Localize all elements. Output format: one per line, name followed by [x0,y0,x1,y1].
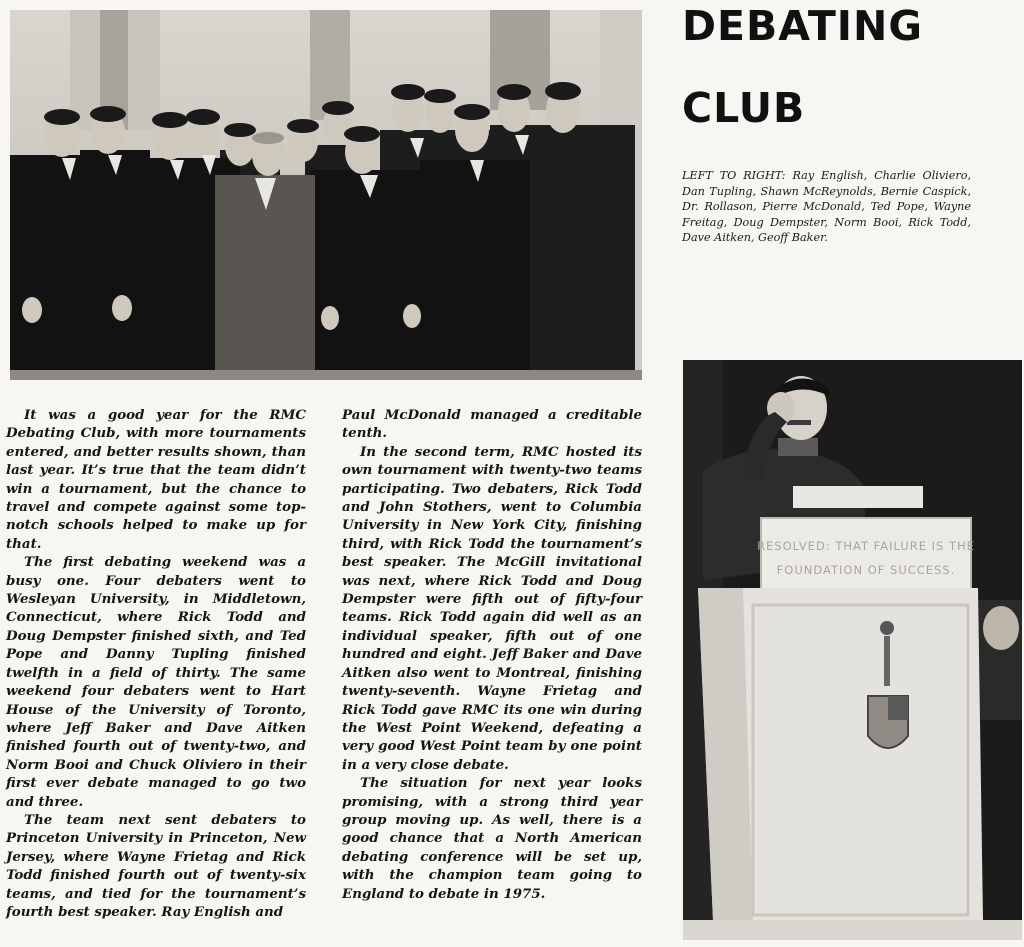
article-paragraph: The team next sent debaters to Princeton University in Princeton, New Jersey, where Wayne Frietag and Rick Todd finished fourth out of twenty-six teams, and tied for the tournament’s fourth best speaker. Ray English and [6,811,306,920]
speaker-photo [683,360,1022,940]
caption-names: Ray English, Charlie Oliviero, Dan Tupling, Shawn McReynolds, Bernie Caspick, Dr. Rollason, Pierre McDonald, Ted Pope, Wayne Freitag, Doug Dempster, Norm Booi, Rick Todd, Dave Aitken, Geoff Baker. [682,169,972,244]
lectern-sign-line-1: RESOLVED: THAT FAILURE IS THE [757,539,975,553]
article-column-2 [342,406,642,903]
caption-lead: LEFT TO RIGHT: [682,169,786,182]
team-photo-graphic [10,10,642,380]
article-paragraph: Paul McDonald managed a creditable tenth. [342,407,642,442]
photo-caption [682,168,971,246]
article-paragraph: It was a good year for the RMC Debating Club, with more tournaments entered, and better results shown, than last year. It’s true that the team didn’t win a tournament, but the chance to travel and compete against some top-notch schools helped to make up for that. [6,407,306,552]
team-photo [10,10,642,380]
speaker-photo-graphic [683,360,1022,940]
page-title-line-2: CLUB [682,84,806,132]
article-paragraph: The first debating weekend was a busy one. Four debaters went to Wesleyan University, in Middletown, Connecticut, where Rick Todd and Doug Dempster finished sixth, and Ted Pope and Danny Tupling finished twelfth in a field of thirty. The same weekend four debaters went to Hart House of the University of Toronto, where Jeff Baker and Dave Aitken finished fourth out of twenty-two, and Norm Booi and Chuck Oliviero in their first ever debate managed to go two and three. [6,554,306,810]
page-title-line-1: DEBATING [682,2,924,50]
lectern-sign-line-2: FOUNDATION OF SUCCESS. [776,563,956,577]
article-column-1 [6,406,306,921]
article-paragraph: The situation for next year looks promising, with a strong third year group moving up. As well, there is a good chance that a North American debating conference will be set up, with the champion team going to England to debate in 1975. [342,775,642,902]
article-paragraph: In the second term, RMC hosted its own tournament with twenty-two teams participating. Two debaters, Rick Todd and John Stothers, went to Columbia University in New York City, finishing third, with Rick Todd the tournament’s best speaker. The McGill invitational was next, where Rick Todd and Doug Dempster were fifth out of fifty-four teams. Rick Todd again did well as an individual speaker, fifth out of one hundred and eight. Jeff Baker and Dave Aitken also went to Montreal, finishing twenty-seventh. Wayne Frietag and Rick Todd gave RMC its one win during the West Point Weekend, defeating a very good West Point team by one point in a very close debate. [342,443,642,773]
